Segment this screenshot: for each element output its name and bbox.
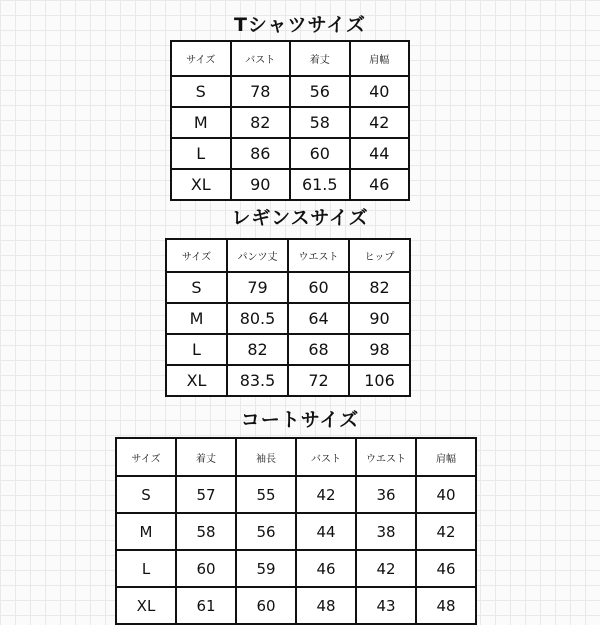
table-cell: 56: [290, 76, 350, 107]
header-cell: 袖長: [236, 438, 296, 476]
table-cell: 82: [227, 334, 288, 365]
table-cell: 55: [236, 476, 296, 513]
header-cell: バスト: [231, 41, 291, 76]
table-cell: L: [166, 334, 227, 365]
table-cell: 78: [231, 76, 291, 107]
table-cell: S: [166, 272, 227, 303]
table-cell: 79: [227, 272, 288, 303]
table-cell: 80.5: [227, 303, 288, 334]
table-header-row: [171, 41, 409, 76]
table-cell: 46: [296, 550, 356, 587]
table-cell: 90: [231, 169, 291, 200]
table-cell: 60: [176, 550, 236, 587]
header-cell: ウエスト: [288, 239, 349, 272]
table-row: [171, 169, 409, 200]
table-cell: 43: [356, 587, 416, 624]
header-cell: 肩幅: [416, 438, 476, 476]
table-cell: 68: [288, 334, 349, 365]
table-cell: 46: [416, 550, 476, 587]
table-cell: XL: [116, 587, 176, 624]
table-cell: 83.5: [227, 365, 288, 396]
table-cell: 61: [176, 587, 236, 624]
table-cell: M: [171, 107, 231, 138]
table-cell: 98: [349, 334, 410, 365]
table-cell: 60: [288, 272, 349, 303]
table-cell: 40: [416, 476, 476, 513]
header-cell: 肩幅: [350, 41, 410, 76]
table-cell: 59: [236, 550, 296, 587]
table-cell: L: [116, 550, 176, 587]
table-row: [116, 550, 476, 587]
header-cell: ウエスト: [356, 438, 416, 476]
table-cell: 60: [290, 138, 350, 169]
table-cell: 46: [350, 169, 410, 200]
table-cell: 106: [349, 365, 410, 396]
table-row: [166, 365, 410, 396]
table-cell: 42: [350, 107, 410, 138]
table-cell: M: [116, 513, 176, 550]
header-cell: サイズ: [166, 239, 227, 272]
tshirt-size-table: [170, 40, 410, 201]
table-cell: XL: [171, 169, 231, 200]
table-cell: L: [171, 138, 231, 169]
table-cell: 42: [416, 513, 476, 550]
table-cell: 60: [236, 587, 296, 624]
header-cell: 着丈: [290, 41, 350, 76]
table-cell: S: [116, 476, 176, 513]
table-row: [166, 334, 410, 365]
leggings-size-title: レギンスサイズ: [231, 207, 369, 229]
coat-size-table: [115, 437, 477, 625]
table-cell: 58: [290, 107, 350, 138]
header-cell: バスト: [296, 438, 356, 476]
tshirt-size-title: Tシャツサイズ: [233, 14, 367, 36]
table-cell: 86: [231, 138, 291, 169]
header-cell: 着丈: [176, 438, 236, 476]
table-cell: 64: [288, 303, 349, 334]
table-cell: 82: [231, 107, 291, 138]
table-row: [116, 513, 476, 550]
header-cell: ヒップ: [349, 239, 410, 272]
table-cell: 58: [176, 513, 236, 550]
table-cell: 48: [416, 587, 476, 624]
table-cell: 44: [350, 138, 410, 169]
table-row: [171, 107, 409, 138]
table-cell: S: [171, 76, 231, 107]
table-cell: 82: [349, 272, 410, 303]
header-cell: サイズ: [116, 438, 176, 476]
table-cell: 44: [296, 513, 356, 550]
leggings-size-table: [165, 238, 411, 397]
table-row: [166, 272, 410, 303]
coat-size-title: コートサイズ: [240, 409, 360, 431]
table-cell: 38: [356, 513, 416, 550]
table-cell: 36: [356, 476, 416, 513]
table-cell: M: [166, 303, 227, 334]
table-cell: 48: [296, 587, 356, 624]
table-cell: 61.5: [290, 169, 350, 200]
header-cell: パンツ丈: [227, 239, 288, 272]
table-row: [116, 587, 476, 624]
table-header-row: [166, 239, 410, 272]
table-row: [171, 76, 409, 107]
table-row: [116, 476, 476, 513]
table-cell: 42: [356, 550, 416, 587]
table-cell: XL: [166, 365, 227, 396]
table-row: [171, 138, 409, 169]
table-cell: 57: [176, 476, 236, 513]
table-cell: 90: [349, 303, 410, 334]
table-cell: 42: [296, 476, 356, 513]
table-row: [166, 303, 410, 334]
table-header-row: [116, 438, 476, 476]
table-cell: 72: [288, 365, 349, 396]
table-cell: 40: [350, 76, 410, 107]
table-cell: 56: [236, 513, 296, 550]
header-cell: サイズ: [171, 41, 231, 76]
